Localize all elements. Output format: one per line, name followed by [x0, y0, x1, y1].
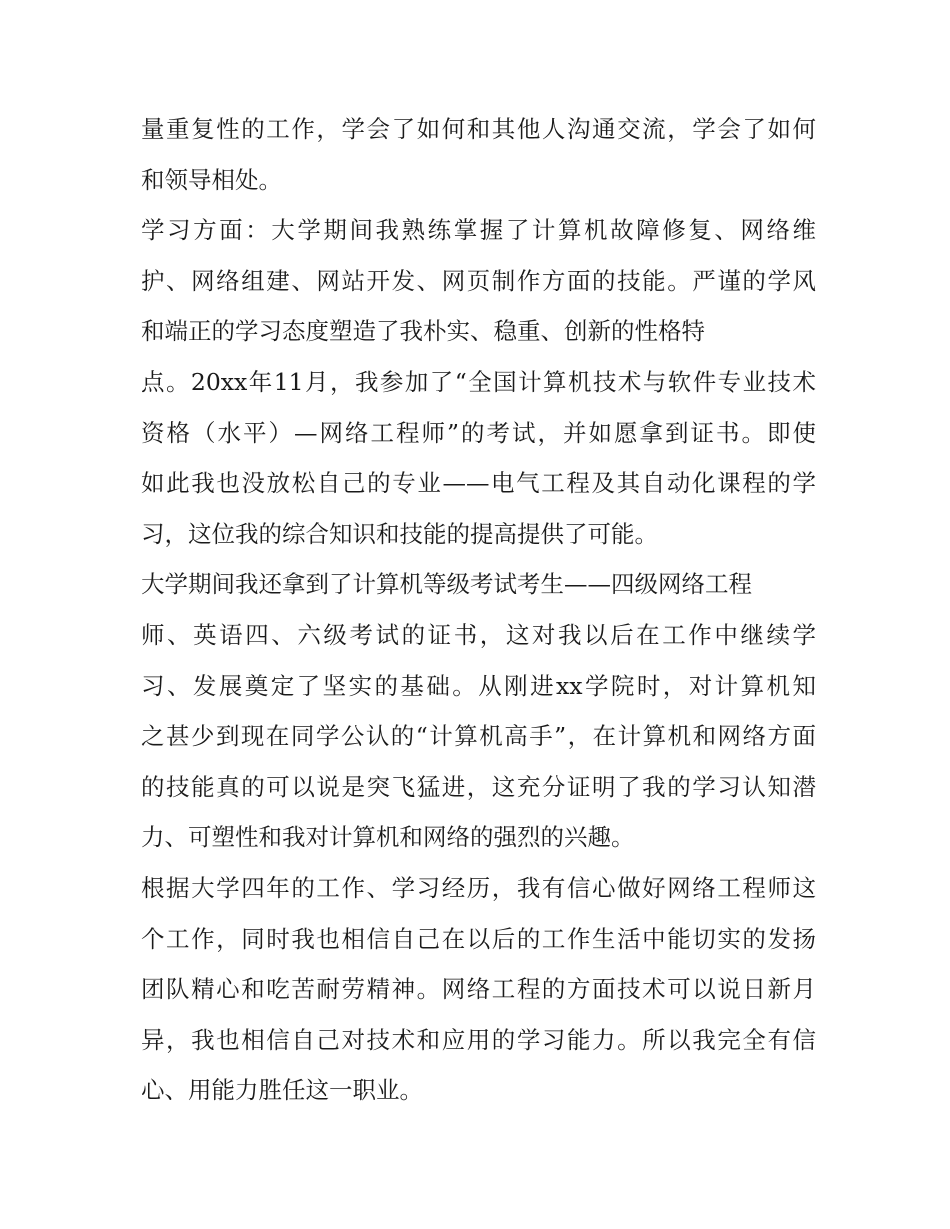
body-text — [141, 104, 816, 1116]
text-line: 根据大学四年的工作、学习经历，我有信心做好网络工程师这 — [141, 873, 816, 902]
text-line: 的技能真的可以说是突飞猛进，这充分证明了我的学习认知潜 — [141, 772, 816, 801]
text-line: 力、可塑性和我对计算机和网络的强烈的兴趣。 — [141, 823, 635, 852]
text-line: 量重复性的工作，学会了如何和其他人沟通交流，学会了如何 — [141, 115, 816, 143]
text-line: 如此我也没放松自己的专业——电气工程及其自动化课程的学 — [141, 469, 816, 498]
text-line: 习，这位我的综合知识和技能的提高提供了可能。 — [141, 519, 658, 548]
text-line: 大学期间我还拿到了计算机等级考试考生——四级网络工程 — [141, 570, 752, 599]
text-line: 师、英语四、六级考试的证书，这对我以后在工作中继续学 — [141, 620, 816, 649]
text-line: 心、用能力胜任这一职业。 — [141, 1076, 423, 1105]
text-line: 护、网络组建、网站开发、网页制作方面的技能。严谨的学风 — [141, 266, 816, 295]
text-line: 团队精心和吃苦耐劳精神。网络工程的方面技术可以说日新月 — [141, 975, 816, 1004]
text-line: 个工作，同时我也相信自己在以后的工作生活中能切实的发扬 — [141, 924, 816, 953]
text-line: 之甚少到现在同学公认的“计算机高手”，在计算机和网络方面 — [141, 722, 816, 751]
text-line: 和端正的学习态度塑造了我朴实、稳重、创新的性格特 — [141, 317, 705, 346]
text-line: 和领导相处。 — [141, 165, 282, 194]
text-line: 资格（水平）—网络工程师”的考试，并如愿拿到证书。即使 — [141, 418, 816, 447]
text-line: 习、发展奠定了坚实的基础。从刚进xx学院时，对计算机知 — [141, 671, 816, 700]
text-line: 学习方面：大学期间我熟练掌握了计算机故障修复、网络维 — [141, 216, 816, 245]
text-line: 点。20xx年11月，我参加了“全国计算机技术与软件专业技术 — [141, 367, 816, 396]
text-line: 异，我也相信自己对技术和应用的学习能力。所以我完全有信 — [141, 1025, 816, 1054]
